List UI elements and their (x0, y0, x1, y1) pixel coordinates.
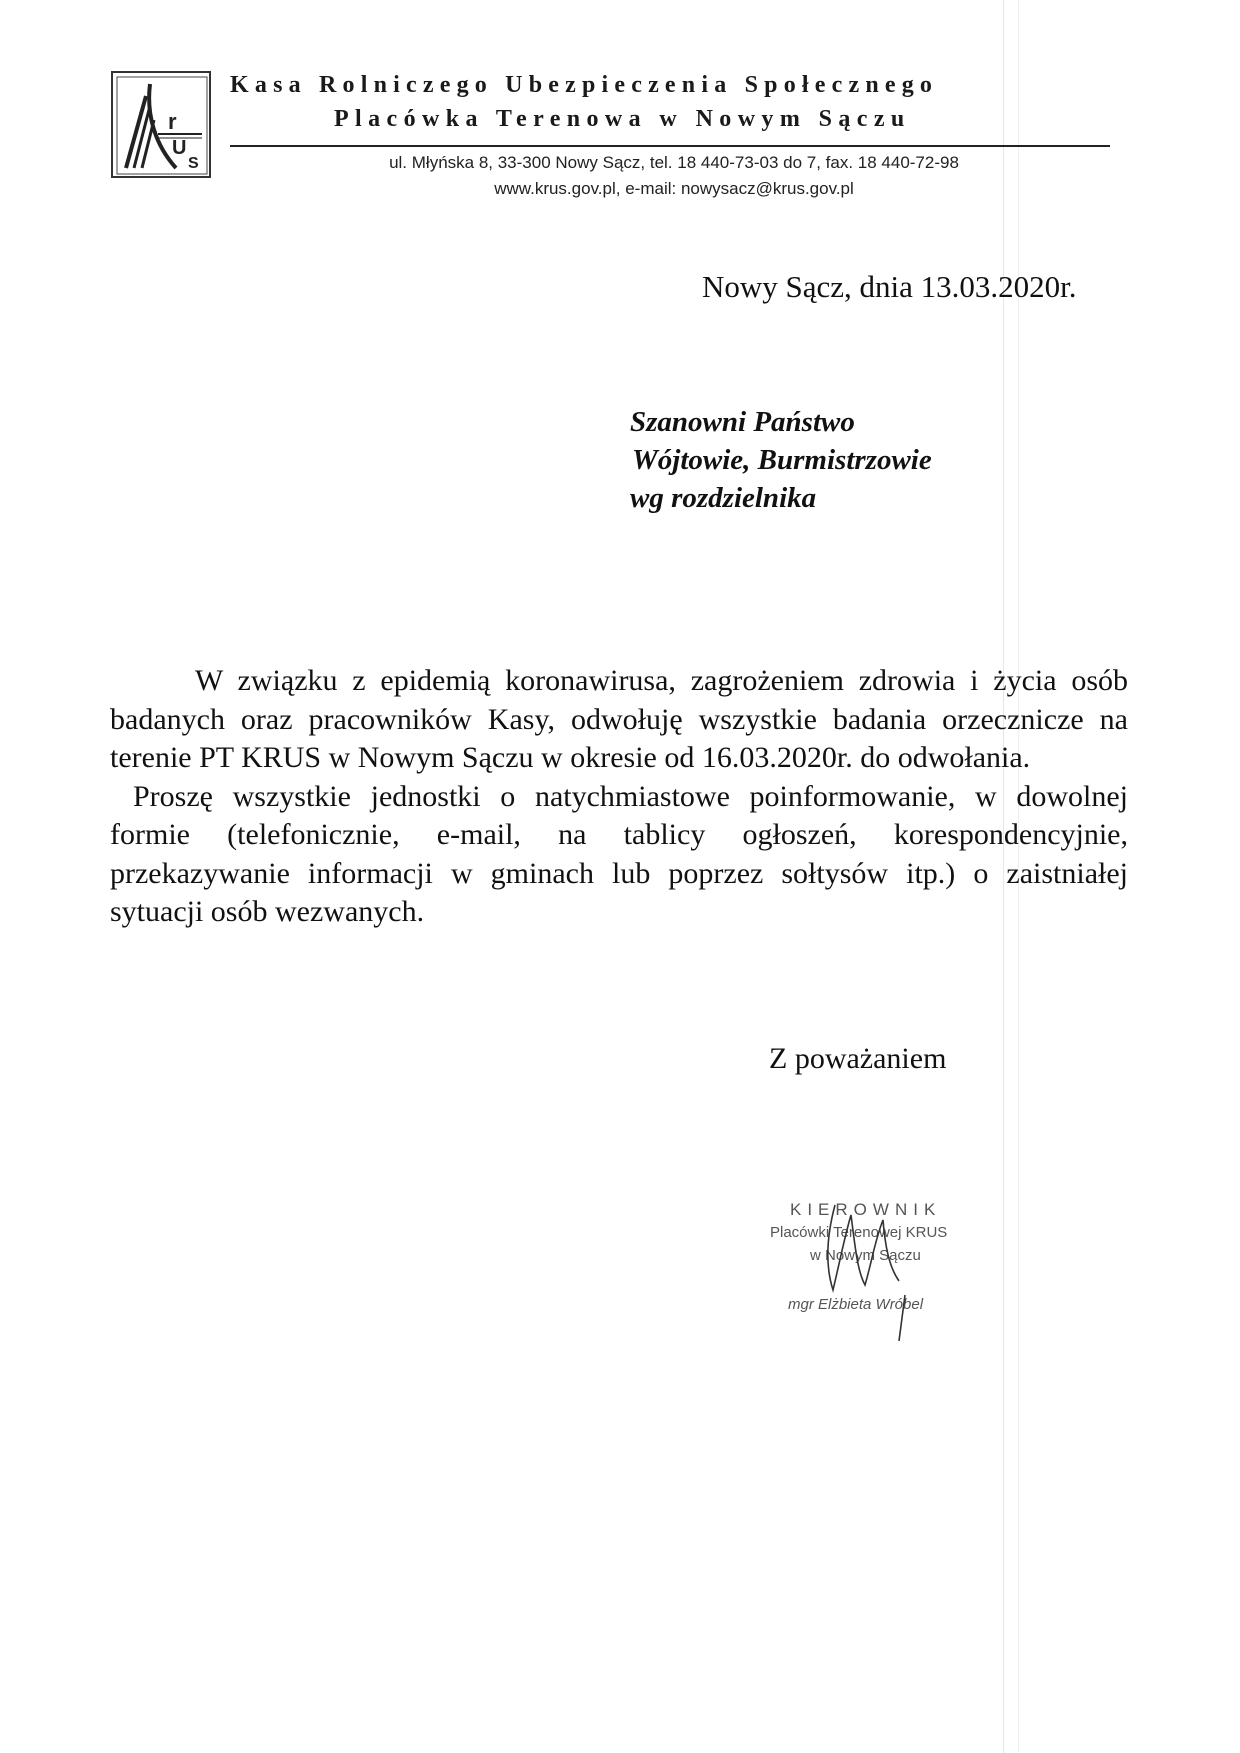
signature-stamp (770, 1200, 970, 1340)
addressee-line: Wójtowie, Burmistrzowie (632, 444, 932, 476)
svg-text:U: U (172, 137, 187, 159)
stamp-institution: Placówki Terenowej KRUS (770, 1224, 948, 1241)
organization-name: Kasa Rolniczego Ubezpieczenia Społecznego (230, 72, 939, 98)
svg-text:r: r (168, 109, 177, 134)
addressee-line: wg rozdzielnika (630, 482, 817, 514)
addressee-block (630, 403, 932, 517)
handwritten-signature-icon (805, 1195, 935, 1345)
body-paragraph: Proszę wszystkie jednostki o natychmiastowe poinformowanie, w dowolnej formie (telefonicznie, e-mail, na tablicy ogłoszeń, korespondencyjnie, przekazywanie informacji w gminach lub poprzez sołtysów itp.) o zaistniałej sytuacji osób wezwanych. (110, 779, 1128, 928)
contact-web-email: www.krus.gov.pl, e-mail: nowysacz@krus.gov.pl (494, 179, 854, 198)
stamp-title: KIEROWNIK (790, 1200, 942, 1219)
stamp-signatory-name: mgr Elżbieta Wróbel (788, 1296, 924, 1313)
krus-logo (111, 71, 211, 178)
branch-name: Placówka Terenowa w Nowym Sączu (334, 106, 911, 132)
closing-salutation: Z poważaniem (769, 1042, 947, 1075)
header-divider (230, 145, 1110, 147)
letter-date: Nowy Sącz, dnia 13.03.2020r. (702, 269, 1077, 304)
contact-address: ul. Młyńska 8, 33-300 Nowy Sącz, tel. 18 440-73-03 do 7, fax. 18 440-72-98 (389, 153, 959, 172)
letter-body (110, 662, 1128, 932)
svg-text:S: S (188, 155, 199, 172)
body-paragraph: W związku z epidemią koronawirusa, zagrożeniem zdrowia i życia osób badanych oraz pracowników Kasy, odwołuję wszystkie badania orzecznicze na terenie PT KRUS w Nowym Sączu w okresie od 16.03.2020r. do odwołania. (110, 664, 1128, 774)
stamp-location: w Nowym Sączu (810, 1247, 921, 1264)
addressee-line: Szanowni Państwo (630, 406, 855, 438)
